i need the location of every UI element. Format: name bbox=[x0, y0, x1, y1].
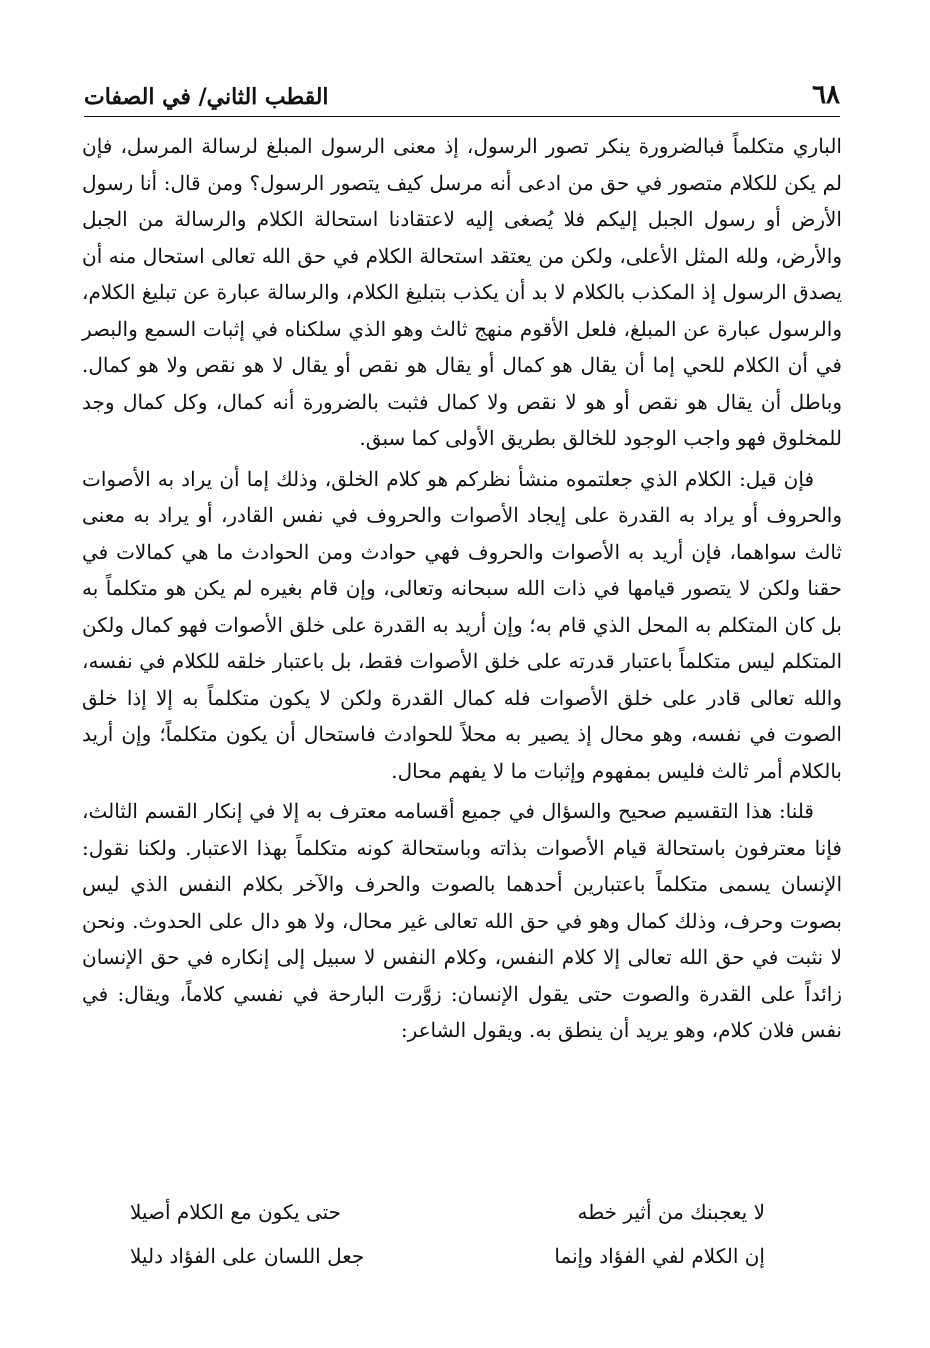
header-rule bbox=[84, 116, 840, 117]
poem-hemistich-first: لا يعجبنك من أثير خطه bbox=[577, 1200, 765, 1224]
paragraph-1: الباري متكلماً فبالضرورة ينكر تصور الرسول، إذ معنى الرسول المبلغ لرسالة المرسل، فإن لم يكن للكلام متصور في حق من ادعى أنه مرسل كيف يتصور الرسول؟ ومن قال: أنا رسول الأرض أو رسول الجبل إليكم فلا يُصغى إليه لاعتقادنا استحالة الكلام والرسالة من الجبل والأرض، ولله المثل الأعلى، ولكن من يعتقد استحالة الكلام في حق الله تعالى استحال منه أن يصدق الرسول إذ المكذب بالكلام لا بد أن يكذب بتبليغ الكلام، والرسالة عبارة عن تبليغ الكلام، والرسول عبارة عن المبلغ، فلعل الأقوم منهج ثالث وهو الذي سلكناه في إثبات السمع والبصر في أن الكلام للحي إما أن يقال هو كمال أو يقال هو نقص أو يقال لا هو نقص ولا هو كمال. وباطل أن يقال هو نقص أو هو لا نقص ولا كمال فثبت بالضرورة أنه كمال، وكل كمال وجد للمخلوق فهو واجب الوجود للخالق بطريق الأولى كما سبق. bbox=[82, 134, 842, 450]
running-title: القطب الثاني/ في الصفات bbox=[84, 84, 329, 110]
page-header bbox=[84, 70, 840, 110]
page-number: ٦٨ bbox=[812, 80, 840, 110]
poem-hemistich-second: جعل اللسان على الفؤاد دليلا bbox=[130, 1244, 365, 1268]
body-text bbox=[82, 128, 842, 1049]
poem-line bbox=[130, 1190, 765, 1234]
poem-line bbox=[130, 1234, 765, 1278]
poem-hemistich-first: إن الكلام لفي الفؤاد وإنما bbox=[554, 1244, 765, 1268]
poem bbox=[130, 1190, 765, 1278]
paragraph-2: فإن قيل: الكلام الذي جعلتموه منشأ نظركم هو كلام الخلق، وذلك إما أن يراد به الأصوات والحروف أو يراد به القدرة على إيجاد الأصوات والحروف في نفس القادر، أو يراد به معنى ثالث سواهما، فإن أريد به الأصوات والحروف فهي حوادث ومن الحوادث ما هي كمالات في حقنا ولكن لا يتصور قيامها في ذات الله سبحانه وتعالى، وإن قام بغيره لم يكن هو متكلماً به بل كان المتكلم به المحل الذي قام به؛ وإن أريد به القدرة على خلق الأصوات فهو كمال ولكن المتكلم ليس متكلماً باعتبار قدرته على خلق الأصوات فقط، بل باعتبار خلقه للكلام في نفسه، والله تعالى قادر على خلق الأصوات فله كمال القدرة ولكن لا يكون متكلماً به إلا إذا خلق الصوت في نفسه، وهو محال إذ يصير به محلاً للحوادث فاستحال أن يكون متكلماً؛ وإن أريد بالكلام أمر ثالث فليس بمفهوم وإثبات ما لا يفهم محال. bbox=[82, 466, 842, 783]
poem-hemistich-second: حتى يكون مع الكلام أصيلا bbox=[130, 1200, 342, 1224]
paragraph-3: قلنا: هذا التقسيم صحيح والسؤال في جميع أقسامه معترف به إلا في إنكار القسم الثالث، فإنا معترفون باستحالة قيام الأصوات بذاته وباستحالة كونه متكلماً بهذا الاعتبار. ولكنا نقول: الإنسان يسمى متكلماً باعتبارين أحدهما بالصوت والحرف والآخر بكلام النفس الذي ليس بصوت وحرف، وذلك كمال وهو في حق الله تعالى غير محال، ولا هو دال على الحدوث. ونحن لا نثبت في حق الله تعالى إلا كلام النفس، وكلام النفس لا سبيل إلى إنكاره في حق الإنسان زائداً على القدرة والصوت حتى يقول الإنسان: زوَّرت البارحة في نفسي كلاماً، ويقال: في نفس فلان كلام، وهو يريد أن ينطق به. ويقول الشاعر: bbox=[82, 799, 842, 1042]
